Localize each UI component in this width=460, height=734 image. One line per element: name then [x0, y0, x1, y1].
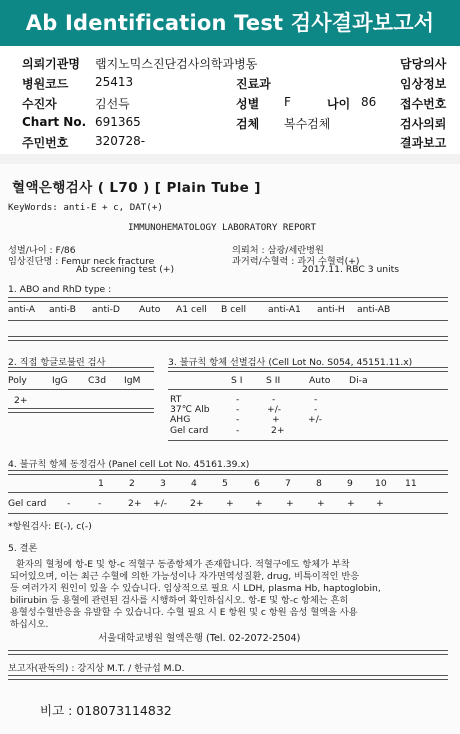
conclusion-line-6: 하십시오. — [10, 619, 49, 630]
abo-col-8: anti-AB — [357, 304, 391, 315]
panel-val-5: + — [226, 498, 234, 509]
institution-value: 랩지노믹스진단검사의학과병동 — [95, 57, 258, 71]
report-banner-title: Ab Identification Test 검사결과보고서 — [0, 0, 460, 46]
screen-rt-auto: - — [314, 394, 318, 405]
screen-col-s1: S I — [231, 375, 243, 386]
screen-phase-rt: RT — [170, 394, 182, 405]
double-rule — [8, 367, 154, 372]
doctor-label: 담당의사 — [400, 57, 447, 71]
panel-val-1: - — [98, 498, 102, 509]
remark-line: 비고 : 018073114832 — [40, 703, 172, 718]
single-rule — [8, 492, 448, 493]
screen-37c-s2: +/- — [267, 404, 282, 415]
double-rule — [8, 470, 448, 475]
conclusion-line-5: 용혈성수혈반응을 유발할 수 있습니다. 수혈 필요 시 E 항원 및 c 항원 음성 혈액을 사용 — [10, 607, 358, 618]
screen-37c-auto: - — [314, 404, 318, 415]
report-heading: IMMUNOHEMATOLOGY LABORATORY REPORT — [128, 222, 317, 233]
panel-val-2: 2+ — [128, 498, 142, 509]
panel-col-3: 3 — [160, 478, 166, 489]
report-title: 혈액은행검사 ( L70 ) [ Plain Tube ] — [12, 180, 261, 196]
chart-no-value: 691365 — [95, 115, 141, 129]
section-1-title: 1. ABO and RhD type : — [8, 284, 112, 295]
panel-val-3: +/- — [153, 498, 168, 509]
single-rule — [168, 389, 448, 390]
panel-col-11: 11 — [405, 478, 417, 489]
panel-col-10: 10 — [375, 478, 387, 489]
conclusion-line-4: bilirubin 등 용혈에 관련된 검사를 시행하여 확인하십시오. 항-E 및 항-c 항체는 흔히 — [10, 595, 349, 606]
conclusion-line-1: 환자의 혈청에 항-E 및 항-c 적혈구 동종항체가 존재합니다. 적혈구에도 항체가 부착 — [16, 559, 350, 570]
sex-age-line: 성별/나이 : F/86 — [8, 245, 76, 256]
screen-37c-s1: - — [236, 404, 240, 415]
reception-number-label: 접수번호 — [400, 97, 447, 111]
requester-line: 의뢰처 : 삼광/세란병원 — [232, 245, 324, 256]
keywords: KeyWords: anti-E + c, DAT(+) — [8, 202, 163, 213]
resident-number-value: 320728- — [95, 134, 146, 148]
double-rule — [168, 367, 448, 372]
age-label: 나이 — [327, 97, 351, 111]
section-4-title: 4. 불규칙 항체 동정검사 (Panel cell Lot No. 45161.39.x) — [8, 459, 250, 470]
panel-col-4: 4 — [191, 478, 197, 489]
conclusion-line-2: 되어있으며, 이는 최근 수혈에 의한 가능성이나 자가면역성질환, drug, 비특이적인 반응 — [10, 571, 360, 582]
single-rule — [8, 389, 154, 390]
report-document — [0, 164, 460, 734]
screen-ahg-s2: + — [272, 414, 280, 425]
abo-col-7: anti-H — [317, 304, 345, 315]
section-3-title: 3. 불규칙 항체 선별검사 (Cell Lot No. S054, 45151.11.x) — [168, 357, 413, 368]
screen-gel-s2: 2+ — [271, 425, 285, 436]
panel-val-4: 2+ — [190, 498, 204, 509]
patient-value: 김선득 — [95, 97, 130, 111]
panel-col-6: 6 — [254, 478, 260, 489]
institution-label: 의뢰기관명 — [22, 57, 80, 71]
double-rule — [8, 675, 448, 680]
section-5-title: 5. 결론 — [8, 543, 38, 554]
screen-phase-37c: 37℃ Alb — [170, 404, 210, 415]
panel-row-label: Gel card — [8, 498, 47, 509]
screen-rt-s2: - — [272, 394, 276, 405]
section-divider — [0, 154, 460, 164]
dat-col-c3d: C3d — [88, 375, 107, 386]
abo-col-4: A1 cell — [176, 304, 207, 315]
hospital-code-value: 25413 — [95, 75, 134, 89]
panel-val-6: + — [255, 498, 263, 509]
panel-col-7: 7 — [285, 478, 291, 489]
abo-col-0: anti-A — [8, 304, 36, 315]
screen-ahg-s1: - — [236, 414, 240, 425]
single-rule — [168, 440, 448, 441]
patient-label: 수진자 — [22, 97, 57, 111]
panel-col-2: 2 — [129, 478, 135, 489]
antigen-note: *항원검사: E(-), c(-) — [8, 521, 92, 532]
exam-request-label: 검사의뢰 — [400, 117, 447, 131]
patient-info-panel — [0, 46, 460, 154]
abo-col-5: B cell — [221, 304, 247, 315]
panel-val-8: + — [317, 498, 325, 509]
abo-col-6: anti-A1 — [268, 304, 301, 315]
sex-label: 성별 — [236, 97, 260, 111]
section-2-title: 2. 직접 항글로불린 검사 — [8, 357, 106, 368]
chart-no-label: Chart No. — [22, 115, 87, 129]
abo-col-3: Auto — [139, 304, 161, 315]
double-rule — [8, 336, 448, 341]
panel-col-9: 9 — [347, 478, 353, 489]
screen-rt-s1: - — [236, 394, 240, 405]
blood-bank-line: 서울대학교병원 혈액은행 (Tel. 02-2072-2504) — [98, 633, 301, 644]
screen-phase-gel: Gel card — [170, 425, 209, 436]
dat-col-igm: IgM — [124, 375, 141, 386]
panel-col-1: 1 — [98, 478, 104, 489]
double-rule — [8, 650, 448, 655]
age-value: 86 — [361, 95, 377, 109]
resident-number-label: 주민번호 — [22, 136, 69, 150]
panel-col-8: 8 — [316, 478, 322, 489]
result-report-label: 결과보고 — [400, 136, 447, 150]
abo-col-1: anti-B — [49, 304, 76, 315]
single-rule — [8, 320, 448, 321]
specimen-value: 복수검체 — [284, 117, 331, 131]
screen-col-s2: S II — [266, 375, 281, 386]
double-rule — [8, 297, 448, 302]
panel-col-5: 5 — [222, 478, 228, 489]
department-label: 진료과 — [236, 77, 271, 91]
screen-col-auto: Auto — [309, 375, 331, 386]
panel-val-10: + — [376, 498, 384, 509]
screen-ahg-auto: +/- — [308, 414, 323, 425]
dat-col-poly: Poly — [8, 375, 27, 386]
reporter-line: 보고자(판독의) : 강지상 M.T. / 한규섭 M.D. — [8, 663, 185, 674]
history-line-2: 2017.11. RBC 3 units — [302, 264, 400, 275]
panel-val-0: - — [67, 498, 71, 509]
abo-col-2: anti-D — [92, 304, 120, 315]
dat-col-igg: IgG — [52, 375, 68, 386]
clinical-info-label: 임상정보 — [400, 77, 447, 91]
screen-gel-s1: - — [236, 425, 240, 436]
panel-val-9: + — [347, 498, 355, 509]
diagnosis-line: 임상진단명 : Femur neck fracture — [8, 256, 155, 267]
sex-value: F — [284, 95, 291, 109]
panel-val-7: + — [286, 498, 294, 509]
conclusion-line-3: 등 여러가지 원인이 있을 수 있습니다. 임상적으로 필요 시 LDH, plasma Hb, haptoglobin, — [10, 583, 381, 594]
history-line: 과거력/수혈력 : 과거 수혈력(+) — [232, 256, 360, 267]
screen-phase-ahg: AHG — [170, 414, 191, 425]
hospital-code-label: 병원코드 — [22, 77, 69, 91]
specimen-label: 검체 — [236, 117, 260, 131]
dat-value-poly: 2+ — [14, 395, 28, 406]
diagnosis-line-2: Ab screening test (+) — [76, 264, 175, 275]
double-rule — [8, 408, 154, 413]
single-rule — [8, 513, 448, 514]
screen-col-dia: Di-a — [349, 375, 368, 386]
